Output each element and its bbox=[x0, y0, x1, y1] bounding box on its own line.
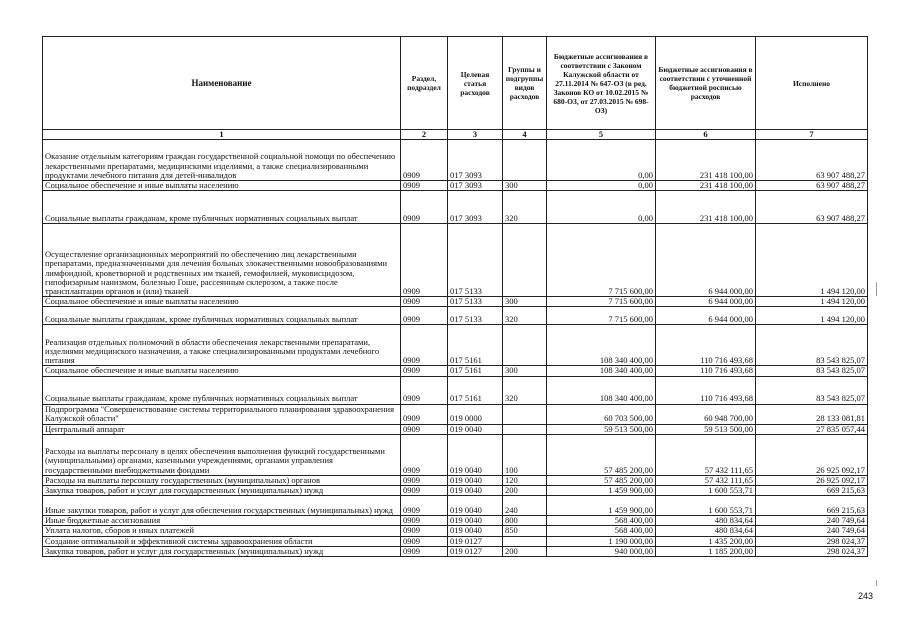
row-executed: 298 024,37 bbox=[756, 546, 868, 556]
row-allocation: 0,00 bbox=[547, 191, 656, 224]
row-section: 0909 bbox=[401, 536, 448, 546]
row-group: 850 bbox=[503, 526, 547, 536]
row-target: 019 0127 bbox=[448, 536, 503, 546]
row-group: 200 bbox=[503, 486, 547, 496]
row-allocation: 0,00 bbox=[547, 181, 656, 191]
row-refined: 1 600 553,71 bbox=[656, 486, 756, 496]
row-executed: 240 749,64 bbox=[756, 516, 868, 526]
row-allocation: 568 400,00 bbox=[547, 526, 656, 536]
row-section: 0909 bbox=[401, 546, 448, 556]
row-section: 0909 bbox=[401, 475, 448, 485]
table-row bbox=[43, 536, 868, 546]
row-name: Социальные выплаты гражданам, кроме публичных нормативных социальных выплат bbox=[43, 307, 401, 325]
row-refined: 1 185 200,00 bbox=[656, 546, 756, 556]
table-row bbox=[43, 486, 868, 496]
row-target: 019 0040 bbox=[448, 486, 503, 496]
row-target: 017 5133 bbox=[448, 297, 503, 307]
margin-mark bbox=[876, 282, 877, 296]
row-section: 0909 bbox=[401, 297, 448, 307]
row-name: Реализация отдельных полномочий в области обеспечения лекарственными препаратами, изделиями медицинского назначения, а также специализированными продуктами лечебного питания bbox=[43, 325, 401, 366]
column-number: 3 bbox=[448, 130, 503, 140]
row-executed: 26 925 092,17 bbox=[756, 475, 868, 485]
row-executed: 83 543 825,07 bbox=[756, 366, 868, 376]
table-row bbox=[43, 307, 868, 325]
row-section: 0909 bbox=[401, 325, 448, 366]
table-row bbox=[43, 376, 868, 404]
table-row bbox=[43, 516, 868, 526]
table-row bbox=[43, 366, 868, 376]
header-name: Наименование bbox=[43, 37, 401, 130]
row-executed: 63 907 488,27 bbox=[756, 140, 868, 181]
column-number: 2 bbox=[401, 130, 448, 140]
row-target: 019 0040 bbox=[448, 475, 503, 485]
row-allocation: 568 400,00 bbox=[547, 516, 656, 526]
row-executed: 669 215,63 bbox=[756, 496, 868, 516]
row-executed: 26 925 092,17 bbox=[756, 434, 868, 475]
row-section: 0909 bbox=[401, 434, 448, 475]
column-number: 5 bbox=[547, 130, 656, 140]
row-target: 019 0040 bbox=[448, 424, 503, 434]
row-executed: 1 494 120,00 bbox=[756, 297, 868, 307]
table-body bbox=[43, 140, 868, 557]
row-name: Центральный аппарат bbox=[43, 424, 401, 434]
row-group: 100 bbox=[503, 434, 547, 475]
row-group: 200 bbox=[503, 546, 547, 556]
row-allocation: 7 715 600,00 bbox=[547, 297, 656, 307]
row-group: 320 bbox=[503, 307, 547, 325]
row-target: 017 5133 bbox=[448, 224, 503, 297]
row-executed: 240 749,64 bbox=[756, 526, 868, 536]
margin-mark bbox=[876, 580, 877, 586]
row-target: 019 0127 bbox=[448, 546, 503, 556]
row-refined: 60 948 700,00 bbox=[656, 404, 756, 424]
header-section: Раздел, подраздел bbox=[401, 37, 448, 130]
row-refined: 480 834,64 bbox=[656, 526, 756, 536]
row-group bbox=[503, 424, 547, 434]
row-target: 017 3093 bbox=[448, 181, 503, 191]
row-name: Иные закупки товаров, работ и услуг для обеспечения государственных (муниципальных) нужд bbox=[43, 496, 401, 516]
row-executed: 63 907 488,27 bbox=[756, 191, 868, 224]
row-allocation: 108 340 400,00 bbox=[547, 325, 656, 366]
row-refined: 6 944 000,00 bbox=[656, 307, 756, 325]
row-executed: 669 215,63 bbox=[756, 486, 868, 496]
row-group: 300 bbox=[503, 366, 547, 376]
row-refined: 6 944 000,00 bbox=[656, 224, 756, 297]
row-target: 019 0040 bbox=[448, 526, 503, 536]
row-allocation: 7 715 600,00 bbox=[547, 307, 656, 325]
table-row bbox=[43, 297, 868, 307]
row-target: 017 5161 bbox=[448, 325, 503, 366]
row-allocation: 1 459 900,00 bbox=[547, 486, 656, 496]
row-executed: 1 494 120,00 bbox=[756, 307, 868, 325]
row-allocation: 57 485 200,00 bbox=[547, 475, 656, 485]
row-group: 800 bbox=[503, 516, 547, 526]
row-executed: 27 835 057,44 bbox=[756, 424, 868, 434]
table-row bbox=[43, 475, 868, 485]
row-refined: 1 435 200,00 bbox=[656, 536, 756, 546]
row-target: 017 3093 bbox=[448, 191, 503, 224]
row-refined: 231 418 100,00 bbox=[656, 181, 756, 191]
row-refined: 231 418 100,00 bbox=[656, 191, 756, 224]
row-section: 0909 bbox=[401, 376, 448, 404]
row-section: 0909 bbox=[401, 516, 448, 526]
row-refined: 110 716 493,68 bbox=[656, 325, 756, 366]
row-group bbox=[503, 224, 547, 297]
row-target: 017 5161 bbox=[448, 366, 503, 376]
page-number: 243 bbox=[858, 591, 874, 601]
row-section: 0909 bbox=[401, 486, 448, 496]
column-number: 6 bbox=[656, 130, 756, 140]
column-number-row bbox=[43, 130, 868, 140]
row-executed: 83 543 825,07 bbox=[756, 376, 868, 404]
table-row bbox=[43, 496, 868, 516]
row-group: 120 bbox=[503, 475, 547, 485]
row-group: 320 bbox=[503, 191, 547, 224]
row-executed: 1 494 120,00 bbox=[756, 224, 868, 297]
row-target: 017 5161 bbox=[448, 376, 503, 404]
row-name: Иные бюджетные ассигнования bbox=[43, 516, 401, 526]
table-row bbox=[43, 424, 868, 434]
row-name: Расходы на выплаты персоналу в целях обеспечения выполнения функций государственными (муниципальными) органами, казенными учреждениями, органами управления государственными внебюджетными фондами bbox=[43, 434, 401, 475]
header-target: Целевая статья расходов bbox=[448, 37, 503, 130]
table-row bbox=[43, 325, 868, 366]
row-refined: 110 716 493,68 bbox=[656, 376, 756, 404]
row-section: 0909 bbox=[401, 424, 448, 434]
row-name: Социальное обеспечение и иные выплаты населению bbox=[43, 297, 401, 307]
row-allocation: 57 485 200,00 bbox=[547, 434, 656, 475]
table-row bbox=[43, 224, 868, 297]
table-row bbox=[43, 434, 868, 475]
row-section: 0909 bbox=[401, 496, 448, 516]
row-section: 0909 bbox=[401, 404, 448, 424]
row-refined: 57 432 111,65 bbox=[656, 434, 756, 475]
table-row bbox=[43, 526, 868, 536]
row-allocation: 60 703 500,00 bbox=[547, 404, 656, 424]
row-executed: 28 133 081,81 bbox=[756, 404, 868, 424]
row-allocation: 1 459 900,00 bbox=[547, 496, 656, 516]
row-refined: 6 944 000,00 bbox=[656, 297, 756, 307]
table-row bbox=[43, 546, 868, 556]
row-allocation: 108 340 400,00 bbox=[547, 376, 656, 404]
row-target: 019 0000 bbox=[448, 404, 503, 424]
table-row bbox=[43, 181, 868, 191]
row-section: 0909 bbox=[401, 526, 448, 536]
row-group bbox=[503, 404, 547, 424]
row-refined: 231 418 100,00 bbox=[656, 140, 756, 181]
header-refined: Бюджетные ассигнования в соответствии с уточненной бюджетной росписью расходов bbox=[656, 37, 756, 130]
row-name: Оказание отдельным категориям граждан государственной социальной помощи по обеспечению лекарственными препаратами, медицинскими изделиями, а также специализированными продуктами лечебного питания для детей-инвалидов bbox=[43, 140, 401, 181]
row-group: 300 bbox=[503, 181, 547, 191]
column-number: 4 bbox=[503, 130, 547, 140]
row-group: 240 bbox=[503, 496, 547, 516]
table-row bbox=[43, 404, 868, 424]
budget-table bbox=[42, 36, 868, 557]
row-group bbox=[503, 536, 547, 546]
row-allocation: 108 340 400,00 bbox=[547, 366, 656, 376]
row-name: Создание оптимальной и эффективной системы здравоохранения области bbox=[43, 536, 401, 546]
row-section: 0909 bbox=[401, 307, 448, 325]
row-allocation: 59 513 500,00 bbox=[547, 424, 656, 434]
row-group: 300 bbox=[503, 297, 547, 307]
row-name: Социальное обеспечение и иные выплаты населению bbox=[43, 181, 401, 191]
row-section: 0909 bbox=[401, 181, 448, 191]
row-target: 017 3093 bbox=[448, 140, 503, 181]
row-refined: 57 432 111,65 bbox=[656, 475, 756, 485]
row-executed: 63 907 488,27 bbox=[756, 181, 868, 191]
row-executed: 298 024,37 bbox=[756, 536, 868, 546]
row-allocation: 0,00 bbox=[547, 140, 656, 181]
row-target: 019 0040 bbox=[448, 434, 503, 475]
row-target: 017 5133 bbox=[448, 307, 503, 325]
row-refined: 480 834,64 bbox=[656, 516, 756, 526]
row-name: Уплата налогов, сборов и иных платежей bbox=[43, 526, 401, 536]
row-name: Закупка товаров, работ и услуг для государственных (муниципальных) нужд bbox=[43, 546, 401, 556]
budget-document bbox=[42, 36, 867, 557]
row-name: Закупка товаров, работ и услуг для государственных (муниципальных) нужд bbox=[43, 486, 401, 496]
row-section: 0909 bbox=[401, 366, 448, 376]
row-name: Социальное обеспечение и иные выплаты населению bbox=[43, 366, 401, 376]
row-name: Социальные выплаты гражданам, кроме публичных нормативных социальных выплат bbox=[43, 191, 401, 224]
row-section: 0909 bbox=[401, 224, 448, 297]
row-refined: 59 513 500,00 bbox=[656, 424, 756, 434]
row-section: 0909 bbox=[401, 191, 448, 224]
row-section: 0909 bbox=[401, 140, 448, 181]
row-name: Социальные выплаты гражданам, кроме публичных нормативных социальных выплат bbox=[43, 376, 401, 404]
column-number: 1 bbox=[43, 130, 401, 140]
row-group bbox=[503, 140, 547, 181]
row-target: 019 0040 bbox=[448, 496, 503, 516]
row-allocation: 940 000,00 bbox=[547, 546, 656, 556]
header-allocations: Бюджетные ассигнования в соответствии с Законом Калужской области от 27.11.2014 № 647-ОЗ (в ред. Законов КО от 10.02.2015 № 680-ОЗ, от 27.03.2015 № 698-ОЗ) bbox=[547, 37, 656, 130]
header-row bbox=[43, 37, 868, 130]
row-executed: 83 543 825,07 bbox=[756, 325, 868, 366]
row-allocation: 1 190 000,00 bbox=[547, 536, 656, 546]
header-executed: Исполнено bbox=[756, 37, 868, 130]
table-row bbox=[43, 140, 868, 181]
header-groups: Группы и подгруппы видов расходов bbox=[503, 37, 547, 130]
row-group bbox=[503, 325, 547, 366]
row-name: Осуществление организационных мероприятий по обеспечению лиц лекарственными препаратами, предназначенными для лечения больных злокачественными новообразованиями лимфоидной, кроветворной и родственных им тканей, гемофилией, муковисцидозом, гипофизарным нанизмом, болезнью Гоше, рассеянным склерозом, а также после трансплантации органов и (или) тканей bbox=[43, 224, 401, 297]
row-refined: 1 600 553,71 bbox=[656, 496, 756, 516]
row-name: Расходы на выплаты персоналу государственных (муниципальных) органов bbox=[43, 475, 401, 485]
row-group: 320 bbox=[503, 376, 547, 404]
row-allocation: 7 715 600,00 bbox=[547, 224, 656, 297]
row-refined: 110 716 493,68 bbox=[656, 366, 756, 376]
row-name: Подпрограмма "Совершенствование системы территориального планирования здравоохранения Калужской области" bbox=[43, 404, 401, 424]
column-number: 7 bbox=[756, 130, 868, 140]
table-row bbox=[43, 191, 868, 224]
row-target: 019 0040 bbox=[448, 516, 503, 526]
